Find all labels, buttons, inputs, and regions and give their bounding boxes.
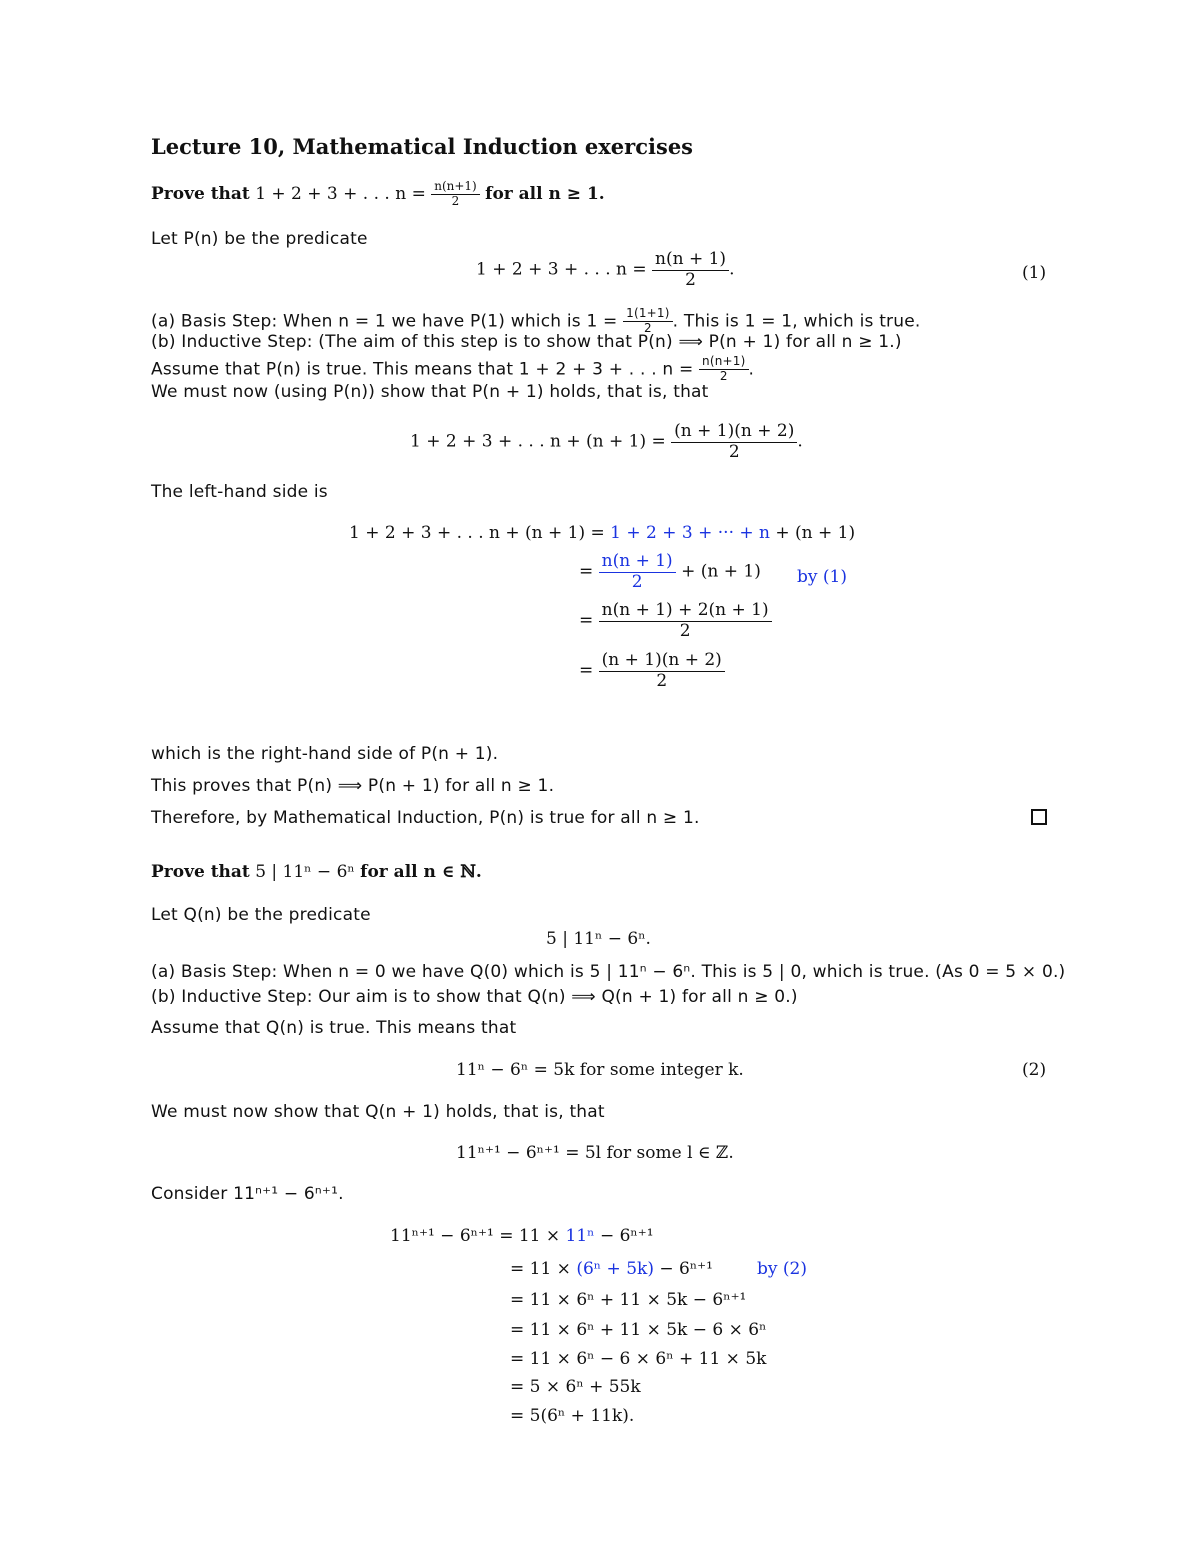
assume-line-2: Assume that Q(n) is true. This means that	[151, 1018, 517, 1038]
basis-step-2: (a) Basis Step: When n = 0 we have Q(0) which is 5 | 11ⁿ − 6ⁿ. This is 5 | 0, which is true. (As 0 = 5 × 0.)	[151, 962, 1066, 982]
therefore-line: Therefore, by Mathematical Induction, P(n) is true for all n ≥ 1.	[151, 808, 700, 828]
must-line-1: We must now (using P(n)) show that P(n + 1) holds, that is, that	[151, 382, 709, 402]
derivation-2-line-1: 11ⁿ⁺¹ − 6ⁿ⁺¹ = 11 × 11ⁿ − 6ⁿ⁺¹	[390, 1226, 654, 1246]
derivation-2-line-4: = 11 × 6ⁿ + 11 × 5k − 6 × 6ⁿ	[510, 1320, 767, 1340]
let-p-line: Let P(n) be the predicate	[151, 229, 368, 249]
derivation-2-line-6: = 5 × 6ⁿ + 55k	[510, 1377, 641, 1397]
let-q-line: Let Q(n) be the predicate	[151, 905, 371, 925]
prove-label: Prove that	[151, 183, 250, 204]
assume-line-1: Assume that P(n) is true. This means that 1 + 2 + 3 + . . . n = $\frac{n(n+1)}{2}$ .	[151, 354, 755, 383]
derivation-2-line-3: = 11 × 6ⁿ + 11 × 5k − 6ⁿ⁺¹	[510, 1290, 747, 1310]
qed-box-icon	[1031, 809, 1047, 825]
basis-step-1: (a) Basis Step: When n = 1 we have P(1) which is 1 = $\frac{1(1+1)}{2}$ . This is 1 = 1, which is true.	[151, 306, 921, 335]
proof1-statement	[151, 180, 605, 209]
equation-1-label: (1)	[1022, 263, 1047, 283]
equation-2-label: (2)	[1022, 1060, 1047, 1080]
rhs-line: which is the right-hand side of P(n + 1).	[151, 744, 499, 764]
predicate-q: 5 | 11ⁿ − 6ⁿ.	[546, 929, 651, 949]
inductive-step-1: (b) Inductive Step: (The aim of this step is to show that P(n) ⟹ P(n + 1) for all n ≥ 1.)	[151, 332, 902, 352]
derivation-1-line-3: = $\frac{n(n + 1) + 2(n + 1)}{2}$	[579, 601, 772, 641]
equation-2: 11ⁿ − 6ⁿ = 5k for some integer k.	[456, 1060, 744, 1080]
target-equation: 11ⁿ⁺¹ − 6ⁿ⁺¹ = 5l for some l ∈ ℤ.	[456, 1143, 734, 1163]
proves-line: This proves that P(n) ⟹ P(n + 1) for all n ≥ 1.	[151, 776, 555, 796]
equation-pn1: 1 + 2 + 3 + . . . n + (n + 1) = $\frac{(n + 1)(n + 2)}{2}$ .	[410, 421, 803, 462]
must-line-2: We must now show that Q(n + 1) holds, that is, that	[151, 1102, 605, 1122]
prove-expr: 1 + 2 + 3 + . . . n =	[255, 183, 426, 204]
inductive-step-2: (b) Inductive Step: Our aim is to show that Q(n) ⟹ Q(n + 1) for all n ≥ 0.)	[151, 987, 798, 1007]
lhs-line: The left-hand side is	[151, 482, 328, 502]
page-title: Lecture 10, Mathematical Induction exercises	[151, 134, 694, 159]
prove-tail: for all n ≥ 1.	[485, 183, 605, 204]
by-ref-2: by (2)	[757, 1259, 807, 1279]
proof2-statement: Prove that 5 | 11ⁿ − 6ⁿ for all n ∈ ℕ.	[151, 862, 482, 882]
prove-fraction: $\frac{n(n+1)}{2}$	[431, 180, 480, 209]
derivation-2-line-2: = 11 × (6ⁿ + 5k) − 6ⁿ⁺¹	[510, 1259, 713, 1279]
derivation-1-line-4: = $\frac{(n + 1)(n + 2)}{2}$	[579, 651, 725, 691]
derivation-2-line-5: = 11 × 6ⁿ − 6 × 6ⁿ + 11 × 5k	[510, 1349, 767, 1369]
derivation-1-line-2: = $\frac{n(n + 1)}{2}$ + (n + 1)	[579, 551, 761, 592]
equation-1: 1 + 2 + 3 + . . . n = $\frac{n(n + 1)}{2}$ .	[476, 249, 735, 290]
derivation-2-line-7: = 5(6ⁿ + 11k).	[510, 1406, 635, 1426]
derivation-1-line-1: 1 + 2 + 3 + . . . n + (n + 1) = 1 + 2 + 3 + ··· + n + (n + 1)	[349, 523, 856, 543]
by-ref-1: by (1)	[797, 567, 847, 587]
consider-line: Consider 11ⁿ⁺¹ − 6ⁿ⁺¹.	[151, 1184, 344, 1204]
